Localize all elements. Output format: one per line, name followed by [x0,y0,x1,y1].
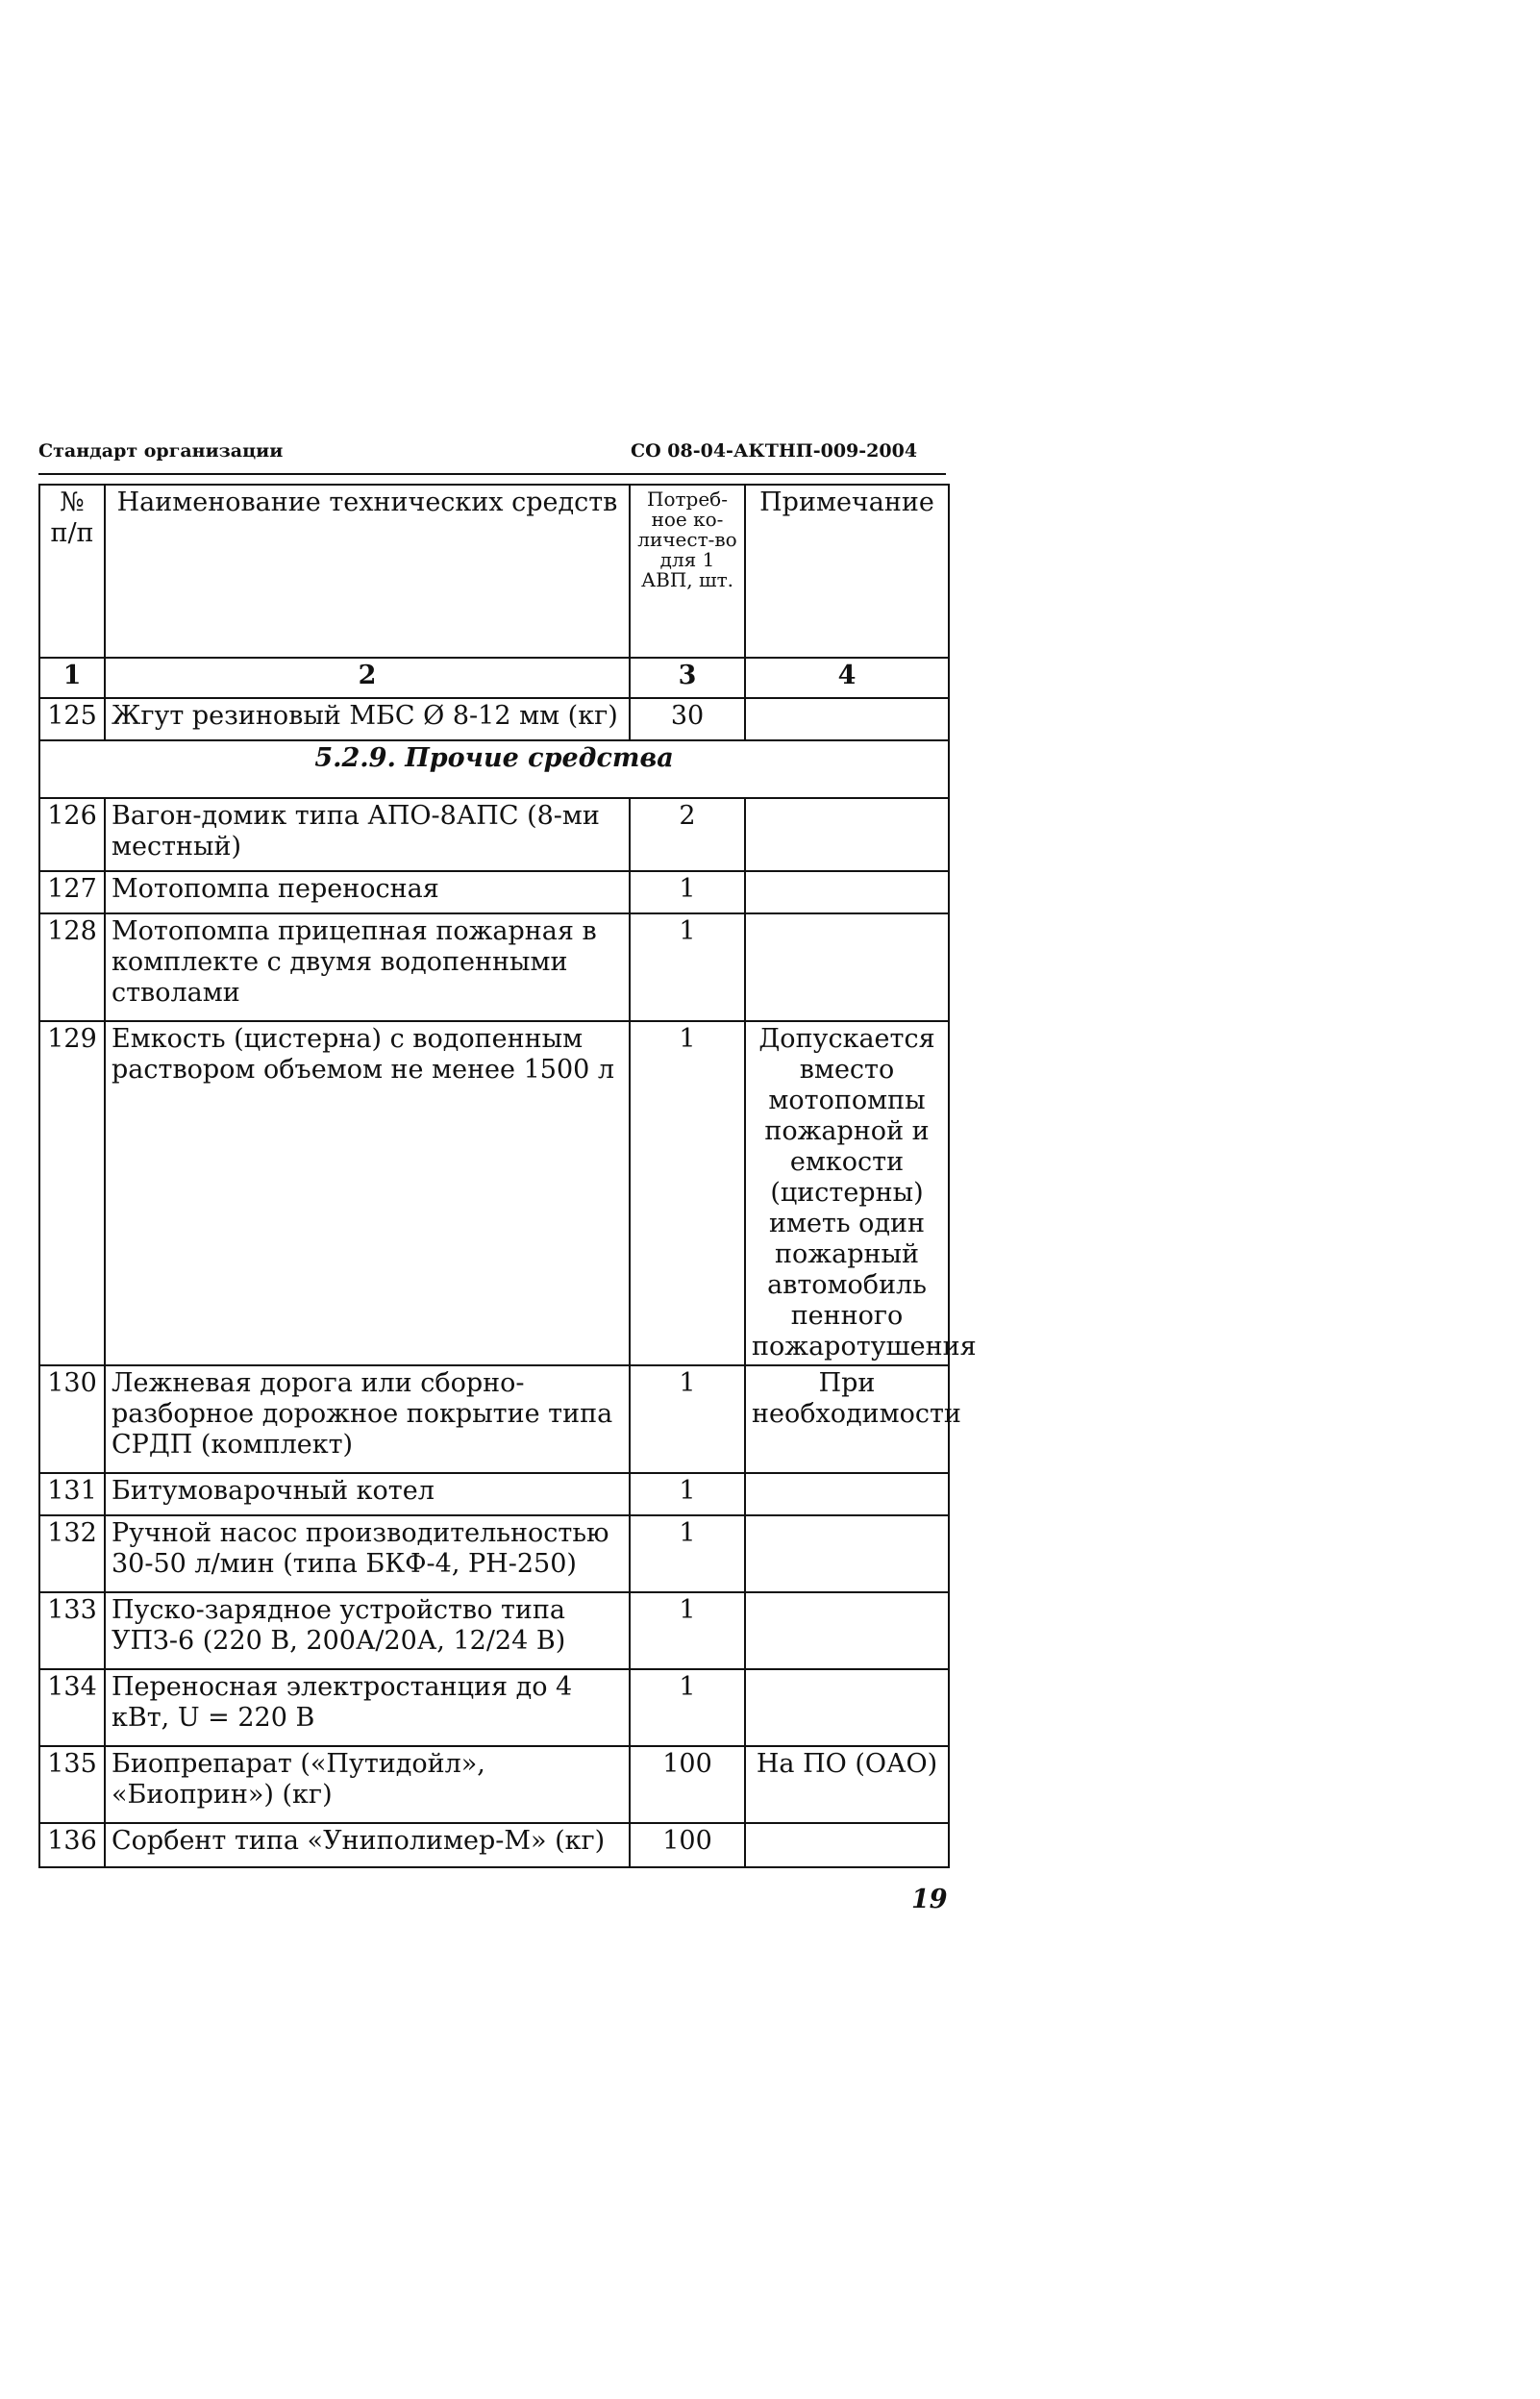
section-title: 5.2.9. Прочие средства [39,740,949,798]
row-name: Биопрепарат («Путидойл», «Биоприн») (кг) [105,1746,630,1823]
table-row [39,1473,949,1515]
row-note: На ПО (ОАО) [745,1746,949,1823]
row-note [745,698,949,740]
column-number: 3 [630,658,745,698]
col-header-note: Примечание [745,485,949,658]
table-row [39,1669,949,1746]
row-quantity: 1 [630,1021,745,1365]
table-row [39,913,949,1021]
col-header-name: Наименование технических средств [105,485,630,658]
row-quantity: 100 [630,1823,745,1867]
row-name: Лежневая дорога или сборно-разборное дорожное покрытие типа СРДП (комплект) [105,1365,630,1473]
row-name: Сорбент типа «Униполимер-М» (кг) [105,1823,630,1867]
row-note: Допускается вместо мотопомпы пожарной и емкости (цистерны) иметь один пожарный автомобиль пенного пожаротушения [745,1021,949,1365]
row-name: Мотопомпа прицепная пожарная в комплекте с двумя водопенными стволами [105,913,630,1021]
row-name: Вагон-домик типа АПО-8АПС (8-ми местный) [105,798,630,871]
table-row [39,1823,949,1867]
row-number: 126 [39,798,105,871]
row-name: Мотопомпа переносная [105,871,630,913]
row-quantity: 30 [630,698,745,740]
row-note: При необходимости [745,1365,949,1473]
row-quantity: 1 [630,871,745,913]
row-number: 130 [39,1365,105,1473]
header-divider [38,473,946,475]
page-number: 19 [911,1885,948,1914]
row-number: 125 [39,698,105,740]
row-name: Ручной насос производительностью 30-50 л/мин (типа БКФ-4, РН-250) [105,1515,630,1592]
table-row [39,698,949,740]
row-number: 134 [39,1669,105,1746]
row-number: 127 [39,871,105,913]
table-row [39,1515,949,1592]
row-quantity: 1 [630,1515,745,1592]
table-row [39,1365,949,1473]
table-header-row [39,485,949,658]
row-note [745,871,949,913]
row-number: 131 [39,1473,105,1515]
row-note [745,1823,949,1867]
column-number: 1 [39,658,105,698]
row-name: Жгут резиновый МБС Ø 8-12 мм (кг) [105,698,630,740]
row-note [745,1473,949,1515]
column-number-row [39,658,949,698]
row-quantity: 100 [630,1746,745,1823]
row-note [745,798,949,871]
row-quantity: 1 [630,1473,745,1515]
row-number: 135 [39,1746,105,1823]
table-row [39,1021,949,1365]
row-number: 136 [39,1823,105,1867]
row-note [745,1515,949,1592]
table-row [39,798,949,871]
section-row [39,740,949,798]
column-number: 4 [745,658,949,698]
row-quantity: 1 [630,913,745,1021]
row-quantity: 1 [630,1592,745,1669]
table-row [39,871,949,913]
col-header-quantity: Потреб-ное ко-личест-во для 1 АВП, шт. [630,485,745,658]
row-number: 129 [39,1021,105,1365]
row-name: Битумоварочный котел [105,1473,630,1515]
row-quantity: 1 [630,1365,745,1473]
row-note [745,1592,949,1669]
row-name: Переносная электростанция до 4 кВт, U = 220 В [105,1669,630,1746]
column-number: 2 [105,658,630,698]
header-organization-standard: Стандарт организации [38,440,284,462]
table-row [39,1592,949,1669]
row-note [745,1669,949,1746]
header-document-code: СО 08-04-АКТНП-009-2004 [631,440,918,462]
table-row [39,1746,949,1823]
row-quantity: 1 [630,1669,745,1746]
row-number: 132 [39,1515,105,1592]
row-name: Емкость (цистерна) с водопенным раствором объемом не менее 1500 л [105,1021,630,1365]
row-number: 133 [39,1592,105,1669]
row-quantity: 2 [630,798,745,871]
row-note [745,913,949,1021]
col-header-number: № п/п [39,485,105,658]
row-name: Пуско-зарядное устройство типа УПЗ-6 (220 В, 200А/20А, 12/24 В) [105,1592,630,1669]
row-number: 128 [39,913,105,1021]
equipment-table [38,484,977,1868]
